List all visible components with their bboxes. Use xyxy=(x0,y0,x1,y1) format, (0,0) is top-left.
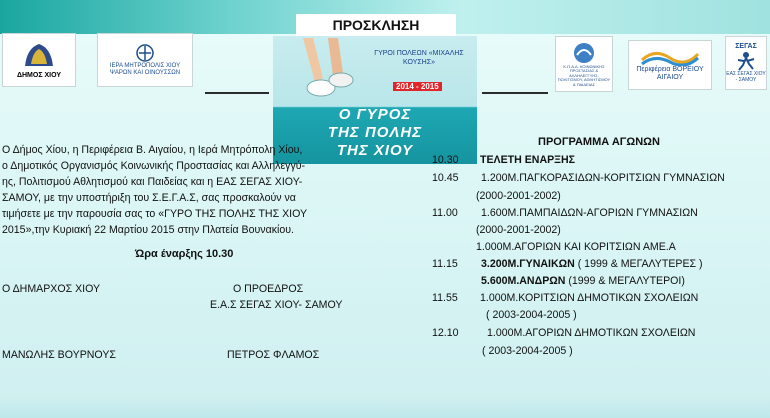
mayor-name: ΜΑΝΩΛΗΣ ΒΟΥΡΝΟΥΣ xyxy=(2,349,116,361)
program-event: 1.200Μ.ΠΑΓΚΟΡΑΣΙΔΩΝ-ΚΟΡΙΤΣΙΩΝ ΓΥΜΝΑΣΙΩΝ xyxy=(481,172,725,184)
logo-segas-bottom: ΕΑΣ ΣΕΓΑΣ ΧΙΟΥ - ΣΑΜΟΥ xyxy=(726,71,766,83)
poster-line-3: ΤΗΣ ΧΙΟΥ xyxy=(336,142,414,159)
event-category: (1999 & ΜΕΓΑΛΥΤΕΡΟΙ) xyxy=(565,275,685,287)
program-event-years: (2000-2001-2002) xyxy=(476,224,561,236)
event-name: 5.600Μ.ΑΝΔΡΩΝ xyxy=(481,275,566,287)
segas-runner-icon xyxy=(735,50,757,72)
program-event: 1.000Μ.ΚΟΡΙΤΣΙΩΝ ΔΗΜΟΤΙΚΩΝ ΣΧΟΛΕΙΩΝ xyxy=(480,292,699,304)
mayor-title: Ο ΔΗΜΑΡΧΟΣ ΧΙΟΥ xyxy=(2,283,101,295)
president-name: ΠΕΤΡΟΣ ΦΛΑΜΟΣ xyxy=(227,349,320,361)
program-title: ΠΡΟΓΡΑΜΜΑ ΑΓΩΝΩΝ xyxy=(538,136,660,148)
logo-periferia xyxy=(628,40,712,90)
logo-metropolis xyxy=(97,33,193,87)
intro-line: ΣΑΜΟΥ, με την υποστήριξη του Σ.Ε.Γ.Α.Σ, σας προσκαλούν να xyxy=(2,192,296,204)
kpad-emblem-icon xyxy=(571,41,597,65)
cross-emblem-icon xyxy=(132,43,158,63)
event-category: ( 1999 & ΜΕΓΑΛΥΤΕΡΕΣ ) xyxy=(574,258,703,270)
logo-dimos-chiou xyxy=(2,33,76,87)
program-time: 11.55 xyxy=(432,292,458,304)
bottom-band xyxy=(0,398,770,418)
intro-line: Ο Δήμος Χίου, η Περιφέρεια Β. Αιγαίου, η Ιερά Μητρόπολη Χίου, xyxy=(2,144,303,156)
logo-kpad xyxy=(555,36,613,92)
logo-metropolis-label: ΙΕΡΑ ΜΗΤΡΟΠΟΛΙΣ ΧΙΟΥ ΨΑΡΩΝ ΚΑΙ ΟΙΝΟΥΣΣΩΝ xyxy=(109,63,181,76)
program-event: 1.000Μ.ΑΓΟΡΙΩΝ ΔΗΜΟΤΙΚΩΝ ΣΧΟΛΕΙΩΝ xyxy=(487,327,696,339)
program-event: ΤΕΛΕΤΗ ΕΝΑΡΞΗΣ xyxy=(480,154,575,166)
program-time: 11.00 xyxy=(432,207,458,219)
page-title: ΠΡΟΣΚΛΗΣΗ xyxy=(296,14,456,36)
event-name: 3.200Μ.ΓΥΝΑΙΚΩΝ xyxy=(481,258,575,270)
program-event xyxy=(481,258,703,270)
program-time: 11.15 xyxy=(432,258,458,270)
program-time: 10.30 xyxy=(432,154,459,166)
logo-segas-top: ΣΕΓΑΣ xyxy=(735,42,757,50)
program-time: 12.10 xyxy=(432,327,459,339)
periferia-wave-icon xyxy=(640,48,700,66)
president-org: Ε.Α.Σ ΣΕΓΑΣ ΧΙΟΥ- ΣΑΜΟΥ xyxy=(210,299,343,311)
program-event-years: (2000-2001-2002) xyxy=(476,190,561,202)
runner-legs-icon xyxy=(283,38,363,108)
intro-line: ο Δημοτικός Οργανισμός Κοινωνικής Προστασίας και Αλληλεγγύ- xyxy=(2,160,306,172)
program-event: 1.000Μ.ΑΓΟΡΙΩΝ ΚΑΙ ΚΟΡΙΤΣΙΩΝ ΑΜΕ.Α xyxy=(476,241,676,253)
start-time: Ώρα έναρξης 10.30 xyxy=(135,248,234,260)
intro-line: 2015»,την Κυριακή 22 Μαρτίου 2015 στην Πλατεία Βουνακίου. xyxy=(2,224,294,236)
president-title: Ο ΠΡΟΕΔΡΟΣ xyxy=(233,283,304,295)
intro-line: ης, Πολιτισμού Αθλητισμού και Παιδείας και η ΕΑΣ ΣΕΓΑΣ ΧΙΟΥ- xyxy=(2,176,303,188)
poster-years: 2014 - 2015 xyxy=(393,82,442,91)
program-time: 10.45 xyxy=(432,172,459,184)
program-event-years: ( 2003-2004-2005 ) xyxy=(482,345,573,357)
logo-segas xyxy=(725,36,767,90)
intro-line: τιμήσετε με την παρουσία σας το «ΓΥΡΟ ΤΗΣ ΠΟΛΗΣ ΤΗΣ ΧΙΟΥ xyxy=(2,208,308,220)
program-event xyxy=(481,275,685,287)
invitation-text xyxy=(2,142,386,238)
logo-periferia-label: Περιφέρεια ΒΟΡΕΙΟΥ ΑΙΓΑΙΟΥ xyxy=(636,66,704,81)
poster-line-2: ΤΗΣ ΠΟΛΗΣ xyxy=(327,124,423,141)
poster-series: ΓΥΡΟΙ ΠΟΛΕΩΝ «ΜΙΧΑΛΗΣ ΚΟΥΣΗΣ» xyxy=(374,50,464,66)
logo-dimos-label: ΔΗΜΟΣ ΧΙΟΥ xyxy=(16,72,62,80)
poster-line-1: Ο ΓΥΡΟΣ xyxy=(338,106,412,123)
dimos-emblem-icon xyxy=(19,40,59,72)
program-event-years: ( 2003-2004-2005 ) xyxy=(486,309,577,321)
logo-kpad-label: Κ.Π.Α.Δ. ΚΟΙΝΩΝΙΚΗΣ ΠΡΟΣΤΑΣΙΑΣ & ΑΛΛΗΛΕΓΓΥΗΣ, ΠΟΛΙΤΙΣΜΟΥ, ΑΘΛΗΤΙΣΜΟΥ & ΠΑΙΔΕΙΑΣ xyxy=(557,64,611,87)
divider-line-right xyxy=(482,92,548,94)
divider-line-left xyxy=(205,92,269,94)
program-event: 1.600Μ.ΠΑΜΠΑΙΔΩΝ-ΑΓΟΡΙΩΝ ΓΥΜΝΑΣΙΩΝ xyxy=(481,207,698,219)
